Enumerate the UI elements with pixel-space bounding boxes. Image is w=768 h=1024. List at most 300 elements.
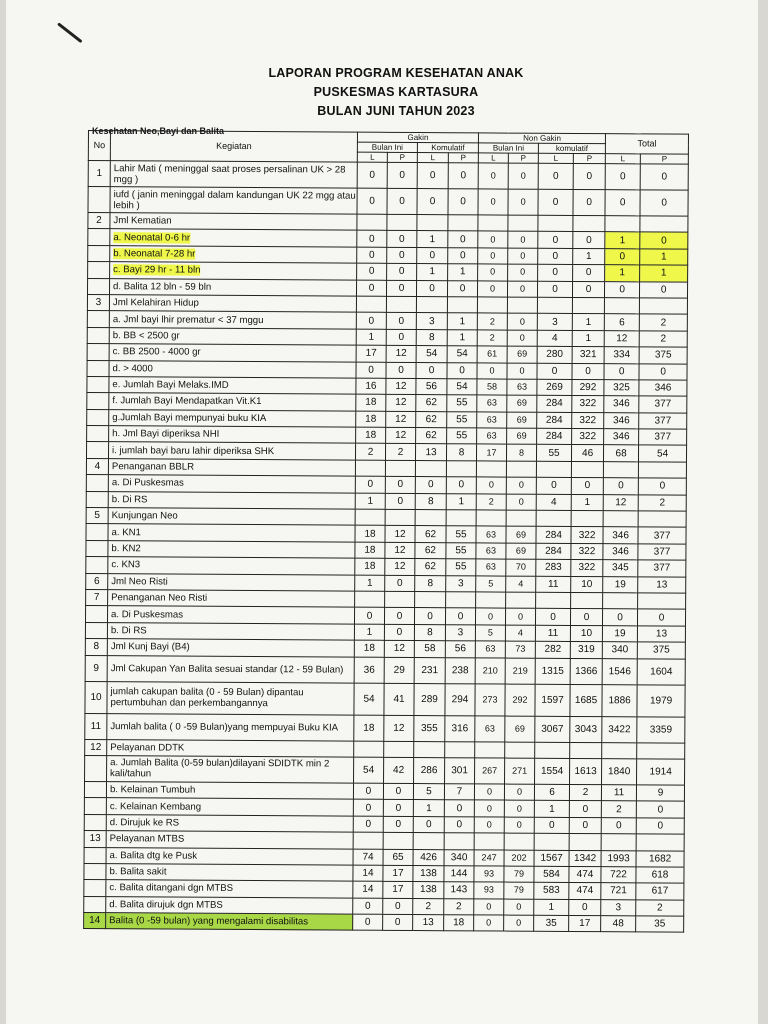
value-cell: 63 <box>477 428 507 445</box>
row-number: 8 <box>85 639 107 656</box>
value-cell: 3067 <box>535 716 570 742</box>
value-cell: 144 <box>444 866 474 883</box>
row-activity <box>109 360 356 378</box>
row-number <box>88 262 110 279</box>
row-activity <box>107 655 354 683</box>
value-cell <box>603 593 638 610</box>
row-activity <box>109 278 356 296</box>
row-number <box>86 491 108 508</box>
value-cell: 0 <box>508 248 538 265</box>
value-cell: 0 <box>508 231 538 248</box>
value-cell: 74 <box>353 849 383 866</box>
value-cell: 0 <box>355 476 385 493</box>
value-cell: 0 <box>538 248 573 265</box>
value-cell: 0 <box>507 330 537 347</box>
value-cell: 0 <box>416 362 447 379</box>
value-cell: 0 <box>536 477 571 494</box>
value-cell: 0 <box>477 362 507 379</box>
value-cell: 0 <box>636 801 684 818</box>
value-cell: 0 <box>387 247 417 264</box>
value-cell: 474 <box>569 883 601 900</box>
row-activity <box>106 814 353 832</box>
value-cell: 0 <box>353 898 383 915</box>
value-cell <box>385 460 415 477</box>
value-cell: 54 <box>416 346 447 363</box>
value-cell: 143 <box>444 882 474 899</box>
row-activity <box>106 864 353 882</box>
value-cell: 0 <box>356 312 386 329</box>
value-cell <box>537 297 572 314</box>
value-cell: 17 <box>383 865 413 882</box>
value-cell: 54 <box>639 445 687 462</box>
value-cell: 0 <box>384 624 414 641</box>
value-cell: 17 <box>477 444 507 461</box>
value-cell: 1979 <box>637 684 685 716</box>
value-cell <box>386 296 416 313</box>
value-cell: 12 <box>386 345 416 362</box>
value-cell: 0 <box>603 609 638 626</box>
value-cell: 138 <box>413 882 444 899</box>
value-cell: 58 <box>414 641 445 658</box>
value-cell <box>508 215 538 232</box>
value-cell: 0 <box>478 189 508 215</box>
activity-label: c. Bayi 29 hr - 11 bln <box>113 264 201 277</box>
row-number <box>84 814 106 831</box>
value-cell <box>384 741 414 758</box>
activity-label: Pelayanan MTBS <box>109 833 185 845</box>
value-cell: 17 <box>383 882 413 899</box>
value-cell: 63 <box>476 559 506 576</box>
value-cell: 1993 <box>601 850 636 867</box>
activity-label: b. BB < 2500 gr <box>112 330 180 342</box>
value-cell <box>505 742 535 759</box>
activity-label: e. Jumlah Bayi Melaks.IMD <box>112 379 229 391</box>
value-cell: 12 <box>385 559 415 576</box>
value-cell: 1 <box>640 249 688 266</box>
value-cell: 12 <box>386 378 416 395</box>
value-cell: 0 <box>538 232 573 249</box>
value-cell: 0 <box>571 478 603 495</box>
value-cell: 8 <box>415 575 446 592</box>
value-cell: 301 <box>445 758 475 784</box>
value-cell: 54 <box>447 346 477 363</box>
value-cell: 722 <box>601 867 636 884</box>
value-cell: 269 <box>537 379 572 396</box>
value-cell: 1 <box>356 329 386 346</box>
value-cell: 2 <box>477 313 507 330</box>
row-activity <box>107 606 354 624</box>
row-number <box>86 475 108 492</box>
value-cell: 13 <box>637 626 685 643</box>
value-cell: 0 <box>385 477 415 494</box>
value-cell: 17 <box>569 916 601 933</box>
row-number <box>86 442 108 459</box>
row-number <box>87 278 109 295</box>
activity-label: b. Neonatal 7-28 hr <box>113 248 196 260</box>
value-cell: 1 <box>534 899 569 916</box>
value-cell: 56 <box>416 378 447 395</box>
row-number <box>87 409 109 426</box>
value-cell <box>355 460 385 477</box>
value-cell: 63 <box>507 379 537 396</box>
value-cell: 0 <box>534 817 569 834</box>
row-number <box>88 245 110 262</box>
value-cell: 12 <box>385 542 415 559</box>
header-nongakin-komulatif: komulatif <box>538 143 605 153</box>
value-cell: 79 <box>504 882 534 899</box>
value-cell <box>638 593 686 610</box>
value-cell: 325 <box>604 380 639 397</box>
value-cell <box>570 742 602 759</box>
value-cell: 0 <box>383 800 413 817</box>
value-cell <box>506 461 536 478</box>
activity-label: d. Balita 12 bln - 59 bln <box>113 280 212 293</box>
value-cell <box>357 214 387 231</box>
value-cell <box>475 741 505 758</box>
value-cell: 1 <box>417 231 448 248</box>
activity-label: Balita (0 -59 bulan) yang mengalami disabilitas <box>109 915 309 928</box>
header-gakin: Gakin <box>357 132 478 143</box>
value-cell <box>571 510 603 527</box>
value-cell: 0 <box>605 164 640 190</box>
value-cell: 18 <box>356 411 386 428</box>
value-cell: 6 <box>534 784 569 801</box>
row-number <box>86 540 108 557</box>
value-cell: 0 <box>357 247 387 264</box>
table-body <box>84 161 689 933</box>
value-cell <box>507 297 537 314</box>
value-cell: 721 <box>601 883 636 900</box>
activity-label: a. Neonatal 0-6 hr <box>113 231 191 244</box>
section-label: Kesehatan Neo,Bayi dan Balita <box>92 126 225 136</box>
value-cell: 63 <box>475 715 505 741</box>
row-number: 4 <box>86 458 108 475</box>
value-cell: 1914 <box>637 759 685 785</box>
value-cell: 0 <box>538 189 573 215</box>
value-cell: 0 <box>448 163 478 189</box>
row-number <box>88 187 110 213</box>
value-cell: 322 <box>571 543 603 560</box>
value-cell: 0 <box>413 816 444 833</box>
value-cell: 55 <box>537 445 572 462</box>
value-cell <box>637 742 685 759</box>
value-cell: 0 <box>383 898 413 915</box>
value-cell <box>474 833 504 850</box>
row-number <box>85 622 107 639</box>
value-cell <box>603 511 638 528</box>
value-cell <box>446 592 476 609</box>
value-cell: 35 <box>636 916 684 933</box>
value-cell: 1 <box>571 494 603 511</box>
row-activity <box>106 913 353 931</box>
value-cell: 377 <box>638 560 686 577</box>
row-activity <box>106 782 353 800</box>
value-cell: 286 <box>414 757 445 783</box>
value-cell: 58 <box>477 379 507 396</box>
row-number <box>87 344 109 361</box>
activity-label: a. Di Puskesmas <box>111 477 184 490</box>
value-cell: 0 <box>387 188 417 214</box>
activity-label: a. Jumlah Balita (0-59 bulan)dilayani SDIDTK min 2 kali/tahun <box>110 757 330 780</box>
value-cell: 5 <box>476 575 506 592</box>
value-cell: 0 <box>383 816 413 833</box>
header-l: L <box>357 152 387 162</box>
value-cell: 12 <box>384 715 414 741</box>
value-cell: 63 <box>476 526 506 543</box>
value-cell: 1 <box>447 313 477 330</box>
value-cell: 0 <box>603 478 638 495</box>
value-cell: 0 <box>474 915 504 932</box>
header-total: Total <box>605 134 688 155</box>
value-cell: 2 <box>355 444 385 461</box>
value-cell: 280 <box>537 346 572 363</box>
table-row <box>85 681 685 717</box>
value-cell: 0 <box>636 818 684 835</box>
row-number: 3 <box>87 294 109 311</box>
value-cell: 0 <box>354 608 384 625</box>
value-cell: 3043 <box>570 716 602 742</box>
value-cell: 1685 <box>570 684 602 716</box>
value-cell: 0 <box>353 783 383 800</box>
value-cell: 18 <box>355 558 385 575</box>
value-cell: 0 <box>386 280 416 297</box>
value-cell: 79 <box>504 866 534 883</box>
value-cell <box>385 509 415 526</box>
value-cell: 377 <box>639 413 687 430</box>
value-cell: 377 <box>638 527 686 544</box>
value-cell: 55 <box>447 395 477 412</box>
value-cell: 2 <box>476 494 506 511</box>
value-cell: 10 <box>571 576 603 593</box>
value-cell: 3 <box>601 899 636 916</box>
value-cell: 334 <box>604 347 639 364</box>
activity-label: a. Di Puskesmas <box>111 608 184 621</box>
value-cell: 1554 <box>535 758 570 784</box>
row-activity <box>108 524 355 542</box>
value-cell: 4 <box>537 330 572 347</box>
value-cell: 62 <box>416 411 447 428</box>
table-row <box>85 713 685 743</box>
value-cell: 0 <box>357 231 387 248</box>
value-cell: 346 <box>604 429 639 446</box>
row-activity <box>109 344 356 362</box>
value-cell <box>446 510 476 527</box>
value-cell: 474 <box>569 866 601 883</box>
value-cell: 12 <box>385 526 415 543</box>
value-cell: 73 <box>505 641 535 658</box>
value-cell: 0 <box>638 609 686 626</box>
row-activity <box>110 245 357 263</box>
value-cell: 65 <box>383 849 413 866</box>
value-cell: 0 <box>478 264 508 281</box>
value-cell: 322 <box>572 429 604 446</box>
value-cell: 292 <box>505 684 535 716</box>
value-cell <box>416 296 447 313</box>
value-cell <box>445 741 475 758</box>
value-cell: 1 <box>413 800 444 817</box>
value-cell: 1 <box>355 493 385 510</box>
value-cell: 0 <box>601 817 636 834</box>
row-activity <box>106 896 353 914</box>
value-cell <box>534 833 569 850</box>
value-cell: 2 <box>638 495 686 512</box>
activity-label: a. Balita dtg ke Pusk <box>109 849 198 862</box>
value-cell: 219 <box>505 658 535 684</box>
value-cell: 1840 <box>602 759 637 785</box>
header-nongakin-bulan-ini: Bulan Ini <box>478 143 538 153</box>
header-l: L <box>478 153 508 163</box>
value-cell: 0 <box>446 477 476 494</box>
value-cell: 0 <box>640 232 688 249</box>
value-cell <box>640 216 688 233</box>
value-cell <box>414 741 445 758</box>
activity-label: Kunjungan Neo <box>111 510 178 522</box>
value-cell: 69 <box>506 526 536 543</box>
value-cell: 29 <box>384 657 414 683</box>
value-cell: 54 <box>354 757 384 783</box>
value-cell: 48 <box>601 916 636 933</box>
row-number <box>87 376 109 393</box>
value-cell: 273 <box>475 683 505 715</box>
value-cell: 1 <box>354 624 384 641</box>
value-cell <box>506 592 536 609</box>
value-cell: 0 <box>508 189 538 215</box>
value-cell: 1546 <box>602 658 637 684</box>
value-cell: 0 <box>537 363 572 380</box>
value-cell: 283 <box>536 559 571 576</box>
row-activity <box>107 739 354 757</box>
table-row <box>85 755 685 785</box>
value-cell: 583 <box>534 883 569 900</box>
row-activity <box>110 229 357 247</box>
value-cell: 1 <box>605 232 640 249</box>
row-activity <box>110 213 357 231</box>
value-cell: 62 <box>415 559 446 576</box>
value-cell: 69 <box>507 346 537 363</box>
value-cell: 1597 <box>535 684 570 716</box>
value-cell: 345 <box>603 560 638 577</box>
value-cell: 1 <box>447 329 477 346</box>
value-cell: 17 <box>356 345 386 362</box>
activity-label: Penanganan Neo Risti <box>111 592 208 604</box>
value-cell: 0 <box>605 190 640 216</box>
value-cell: 0 <box>504 899 534 916</box>
activity-label: c. Kelainan Kembang <box>109 800 202 813</box>
value-cell <box>446 461 476 478</box>
row-number: 12 <box>85 739 107 756</box>
row-activity <box>108 458 355 476</box>
value-cell: 4 <box>506 576 536 593</box>
value-cell: 202 <box>504 850 534 867</box>
header-p: P <box>573 153 605 163</box>
row-activity <box>107 756 354 784</box>
value-cell <box>413 833 444 850</box>
value-cell: 584 <box>534 866 569 883</box>
value-cell <box>571 461 603 478</box>
value-cell: 247 <box>474 849 504 866</box>
value-cell: 271 <box>505 758 535 784</box>
value-cell: 62 <box>416 395 447 412</box>
value-cell: 0 <box>387 162 417 188</box>
value-cell <box>383 832 413 849</box>
activity-label: jumlah cakupan balita (0 - 59 Bulan) dipantau pertumbuhan dan perkembangannya <box>110 686 304 710</box>
value-cell: 2 <box>569 784 601 801</box>
value-cell: 1 <box>446 493 476 510</box>
value-cell <box>353 832 383 849</box>
value-cell: 0 <box>447 362 477 379</box>
value-cell: 346 <box>603 543 638 560</box>
header-gakin-komulatif: Komulatif <box>417 143 478 153</box>
value-cell: 0 <box>506 477 536 494</box>
activity-label: c. Balita ditangani dgn MTBS <box>109 882 234 895</box>
value-cell: 0 <box>417 189 448 215</box>
row-number: 13 <box>84 831 106 848</box>
row-activity <box>106 847 353 865</box>
value-cell <box>536 592 571 609</box>
value-cell: 375 <box>637 642 685 659</box>
value-cell: 0 <box>640 190 688 216</box>
value-cell: 0 <box>444 816 474 833</box>
value-cell: 0 <box>640 281 688 298</box>
value-cell: 377 <box>638 544 686 561</box>
value-cell: 69 <box>507 395 537 412</box>
value-cell: 10 <box>570 625 602 642</box>
value-cell: 1567 <box>534 850 569 867</box>
value-cell: 35 <box>534 915 569 932</box>
header-l: L <box>605 154 640 164</box>
row-number: 7 <box>86 589 108 606</box>
row-activity <box>108 491 355 509</box>
value-cell: 93 <box>474 866 504 883</box>
row-number <box>84 847 106 864</box>
activity-label: c. KN3 <box>111 559 141 571</box>
value-cell: 7 <box>444 784 474 801</box>
value-cell: 8 <box>415 493 446 510</box>
value-cell: 3359 <box>637 716 685 742</box>
value-cell <box>355 591 385 608</box>
value-cell: 2 <box>636 900 684 917</box>
value-cell: 0 <box>573 163 605 189</box>
value-cell: 375 <box>639 347 687 364</box>
value-cell: 1342 <box>569 850 601 867</box>
value-cell: 93 <box>474 882 504 899</box>
value-cell: 55 <box>446 559 476 576</box>
row-activity <box>110 187 357 215</box>
row-activity <box>108 540 355 558</box>
value-cell <box>415 510 446 527</box>
row-number <box>86 524 108 541</box>
value-cell: 14 <box>353 865 383 882</box>
value-cell: 346 <box>604 412 639 429</box>
row-number: 2 <box>88 213 110 230</box>
activity-label: d. Dirujuk ke RS <box>109 817 180 829</box>
value-cell: 0 <box>474 817 504 834</box>
value-cell: 12 <box>603 494 638 511</box>
activity-label: b. Kelainan Tumbuh <box>109 784 196 796</box>
value-cell <box>415 460 446 477</box>
value-cell: 267 <box>475 758 505 784</box>
value-cell: 0 <box>476 608 506 625</box>
value-cell: 55 <box>446 526 476 543</box>
row-activity <box>108 590 355 608</box>
row-number <box>84 896 106 913</box>
value-cell <box>476 592 506 609</box>
value-cell: 346 <box>603 527 638 544</box>
value-cell: 69 <box>507 412 537 429</box>
activity-label: d. Balita dirujuk dgn MTBS <box>109 899 223 911</box>
value-cell: 284 <box>537 412 572 429</box>
activity-label: Jml Kunj Bayi (B4) <box>110 641 190 653</box>
